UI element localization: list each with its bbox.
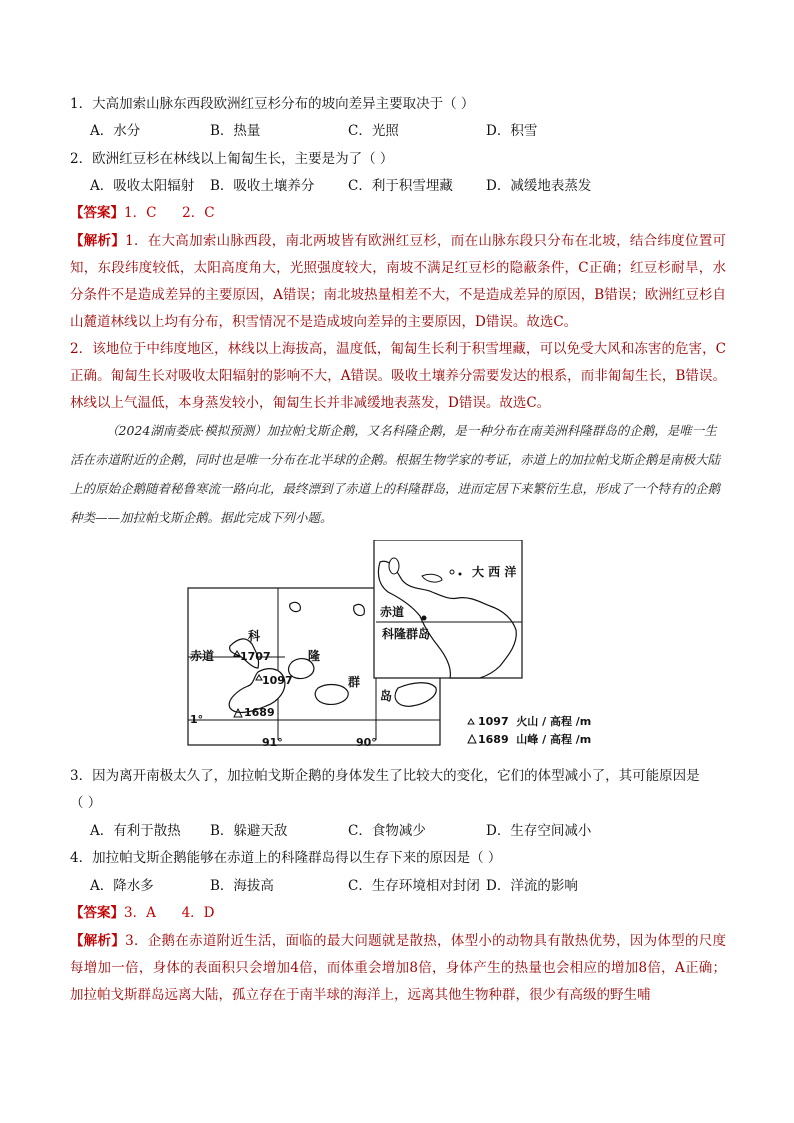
intro-passage: （2024湖南娄底·模拟预测）加拉帕戈斯企鹅，又名科隆企鹅，是一种分布在南美洲科隆群岛的企鹅，是唯一生活在赤道附近的企鹅，同时也是唯一分布在北半球的企鹅。根据生物学家的考证，赤道上的加拉帕戈斯企鹅是南极大陆上的原始企鹅随着秘鲁寒流一路向北，最终漂到了赤道上的科隆群岛，进而定居下来繁衍生息，形成了一个特有的企鹅种类——加拉帕戈斯企鹅。据此完成下列小题。 bbox=[70, 423, 721, 525]
analysis-1-p1: 1．在大高加索山脉西段，南北两坡皆有欧洲红豆杉，而在山脉东段只分布在北坡，结合纬度位置可知，东段纬度较低，太阳高度角大，光照强度较大，南坡不满足红豆杉的隐蔽条件，C正确；红豆杉耐旱，水分条件不是造成差异的主要原因，A错误；南北坡热量相差不大，不是造成差异的原因，B错误；欧洲红豆杉自山麓道林线以上均有分布，积雪情况不是造成坡向差异的主要原因，D错误。故选C。 bbox=[70, 233, 727, 330]
legend-peak-icon bbox=[468, 735, 476, 743]
inset-island bbox=[389, 558, 399, 574]
question-3-stem-bracket: （ ） bbox=[70, 795, 102, 811]
inset-island bbox=[459, 573, 462, 576]
question-3-stem: 3．因为离开南极太久了，加拉帕戈斯企鹅的身体发生了比较大的变化，它们的体型减小了，其可能原因是 bbox=[70, 768, 700, 784]
answer-text: 3．A 4．D bbox=[124, 905, 215, 921]
answer-label: 【答案】 bbox=[70, 205, 124, 221]
longitude-91-label: 91° bbox=[262, 736, 283, 749]
answer-1 bbox=[70, 203, 730, 223]
main-equator-label: 赤道 bbox=[190, 649, 215, 663]
q4-option-a: A．降水多 bbox=[90, 878, 154, 894]
map-char-dao: 岛 bbox=[380, 689, 393, 703]
q4-option-b: B．海拔高 bbox=[210, 878, 274, 894]
q2-option-a: A．吸收太阳辐射 bbox=[90, 178, 195, 194]
q2-option-c: C．利于积雪埋藏 bbox=[348, 178, 453, 194]
q4-option-c: C．生存环境相对封闭 bbox=[348, 878, 480, 894]
q3-option-b: B．躲避天敌 bbox=[210, 823, 288, 839]
q3-option-a: A．有利于散热 bbox=[90, 823, 181, 839]
q1-option-c: C．光照 bbox=[348, 123, 399, 139]
q1-option-d: D．积雪 bbox=[486, 123, 538, 139]
map-char-long: 隆 bbox=[308, 649, 321, 663]
analysis-label: 【解析】 bbox=[70, 233, 126, 249]
analysis-2 bbox=[70, 928, 726, 1009]
answer-text: 1．C 2．C bbox=[124, 205, 215, 221]
q2-option-b: B．吸收土壤养分 bbox=[210, 178, 315, 194]
inset-islands-label: 科隆群岛 bbox=[382, 627, 431, 641]
q2-option-d: D．减缓地表蒸发 bbox=[486, 178, 592, 194]
q3-option-d: D．生存空间减小 bbox=[486, 823, 592, 839]
inset-equator-label: 赤道 bbox=[380, 605, 405, 619]
analysis-2-p1: 3．企鹅在赤道附近生活，面临的最大问题就是散热，体型小的动物具有散热优势，因为体型的尺度每增加一倍，身体的表面积只会增加4倍，而体重会增加8倍，身体产生的热量也会相应的增加8倍，A正确；加拉帕戈斯群岛远离大陆，孤立存在于南半球的海洋上，远离其他生物种群，很少有高级的野生哺 bbox=[70, 933, 727, 1003]
q1-option-b: B．热量 bbox=[210, 123, 261, 139]
inset-island bbox=[450, 570, 454, 574]
galapagos-map bbox=[180, 540, 620, 755]
longitude-90-label: 90° bbox=[356, 736, 377, 749]
island-3 bbox=[354, 604, 365, 615]
map-char-ke: 科 bbox=[248, 629, 261, 643]
analysis-label: 【解析】 bbox=[70, 933, 126, 949]
q3-option-c: C．食物减少 bbox=[348, 823, 426, 839]
latitude-1-label: 1° bbox=[190, 713, 204, 726]
question-4-stem: 4．加拉帕戈斯企鹅能够在赤道上的科隆群岛得以生存下来的原因是（ ） bbox=[70, 850, 502, 866]
legend-volcano-icon bbox=[468, 719, 474, 724]
island-4 bbox=[315, 685, 348, 705]
island-2 bbox=[290, 602, 301, 611]
analysis-1-part2 bbox=[70, 336, 726, 417]
peak-1689-label: 1689 bbox=[244, 706, 275, 719]
question-1-stem: 1．大高加索山脉东西段欧洲红豆杉分布的坡向差异主要取决于（ ） bbox=[70, 96, 475, 112]
question-2-stem: 2．欧洲红豆杉在林线以上匍匐生长，主要是为了（ ） bbox=[70, 151, 394, 167]
map-char-qun: 群 bbox=[348, 675, 361, 689]
q4-option-d: D．洋流的影响 bbox=[486, 878, 578, 894]
inset-ocean-label: 大 西 洋 bbox=[472, 565, 517, 579]
volcano-1097-label: 1097 bbox=[262, 674, 293, 687]
q1-option-a: A．水分 bbox=[90, 123, 141, 139]
analysis-1 bbox=[70, 228, 726, 336]
analysis-1-p2: 2．该地位于中纬度地区，林线以上海拔高，温度低，匍匐生长利于积雪埋藏，可以免受大风和冻害的危害，C正确。匍匐生长对吸收太阳辐射的影响不大，A错误。吸收土壤养分需要发达的根系，而非匍匐生长，B错误。林线以上气温低，本身蒸发较小，匍匐生长并非减缓地表蒸发，D错误。故选C。 bbox=[70, 341, 726, 411]
inset-galapagos-marker bbox=[422, 616, 427, 621]
volcano-1707-label: 1707 bbox=[240, 650, 271, 663]
legend-peak: 1689 山峰 / 高程 /m bbox=[478, 733, 592, 746]
legend-volcano: 1097 火山 / 高程 /m bbox=[478, 715, 592, 728]
answer-label: 【答案】 bbox=[70, 905, 124, 921]
answer-2 bbox=[70, 903, 730, 923]
